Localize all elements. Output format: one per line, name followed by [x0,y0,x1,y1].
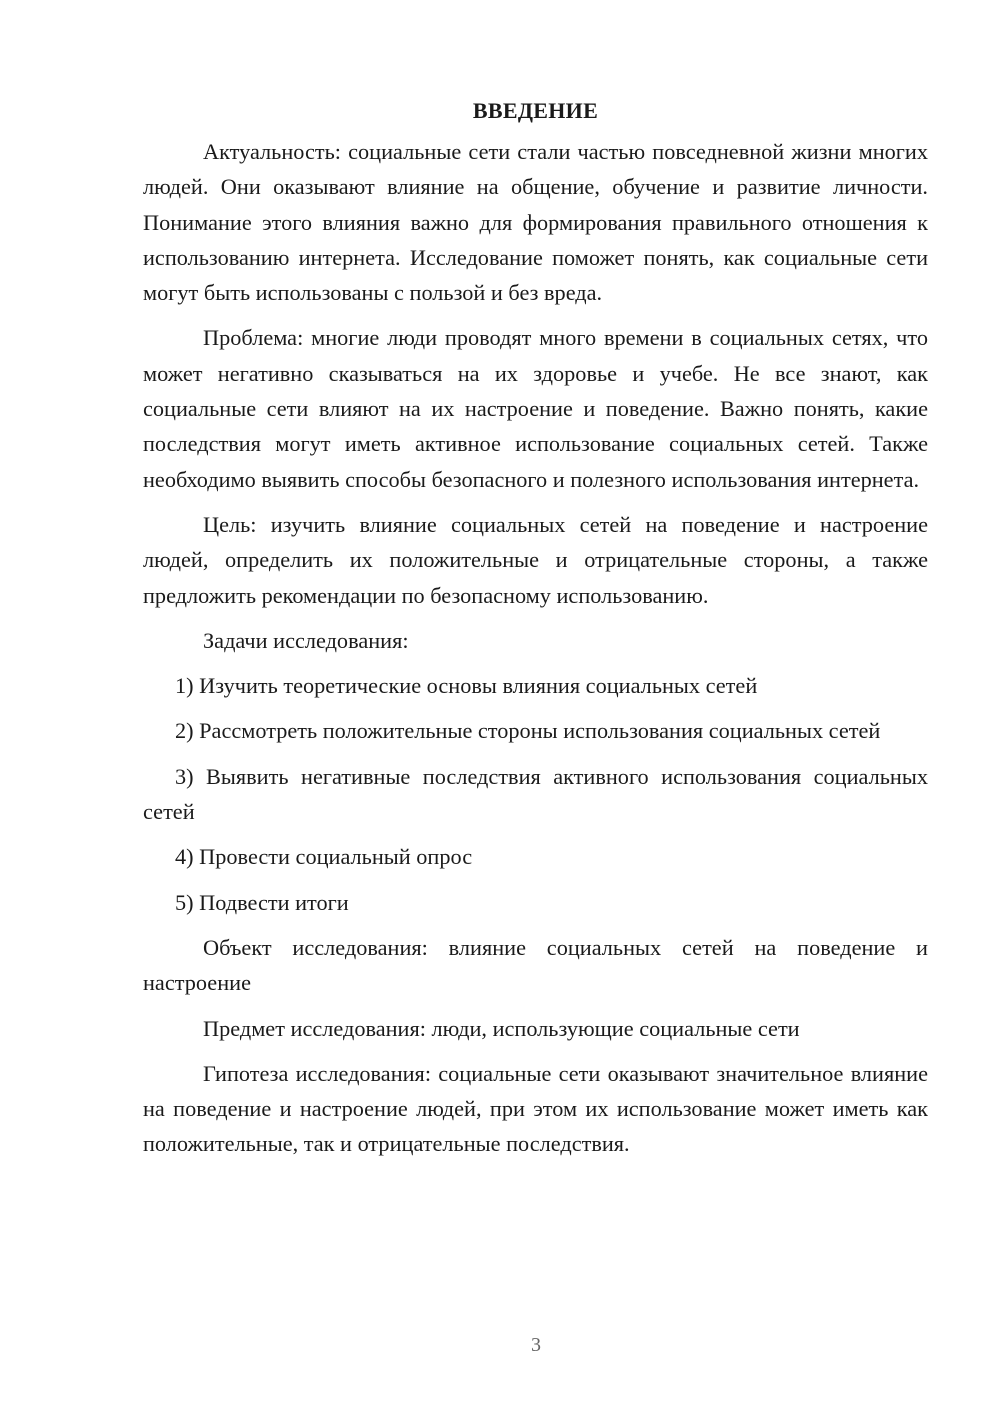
page-number: 3 [531,1334,541,1356]
object-paragraph: Объект исследования: влияние социальных сетей на поведение и настроение [143,934,928,996]
task-item: 5) Подвести итоги [175,889,349,915]
goal-paragraph: Цель: изучить влияние социальных сетей на поведение и настроение людей, определить их положительные и отрицательные стороны, а также предложить рекомендации по безопасному использованию. [143,511,928,608]
task-item: 1) Изучить теоретические основы влияния социальных сетей [175,673,758,699]
document-page [143,94,928,1172]
task-item: 3) Выявить негативные последствия активного использования социальных сетей [143,763,928,825]
problem-paragraph: Проблема: многие люди проводят много времени в социальных сетях, что может негативно сказываться на их здоровье и учебе. Не все знают, как социальные сети влияют на их настроение и поведение. Важно понять, какие последствия могут иметь активное использование социальных сетей. Также необходимо выявить способы безопасного и полезного использования интернета. [143,325,928,492]
subject-paragraph: Предмет исследования: люди, использующие социальные сети [203,1015,800,1041]
relevance-paragraph: Актуальность: социальные сети стали частью повседневной жизни многих людей. Они оказывают влияние на общение, обучение и развитие личности. Понимание этого влияния важно для формирования правильного отношения к использованию интернета. Исследование поможет понять, как социальные сети могут быть использованы с пользой и без вреда. [143,139,928,306]
task-item: 4) Провести социальный опрос [175,844,473,870]
task-item: 2) Рассмотреть положительные стороны использования социальных сетей [175,718,881,744]
page-title: ВВЕДЕНИЕ [472,98,599,123]
tasks-heading: Задачи исследования: [203,627,409,653]
hypothesis-paragraph: Гипотеза исследования: социальные сети оказывают значительное влияние на поведение и настроение людей, при этом их использование может иметь как положительные, так и отрицательные последствия. [143,1060,928,1157]
